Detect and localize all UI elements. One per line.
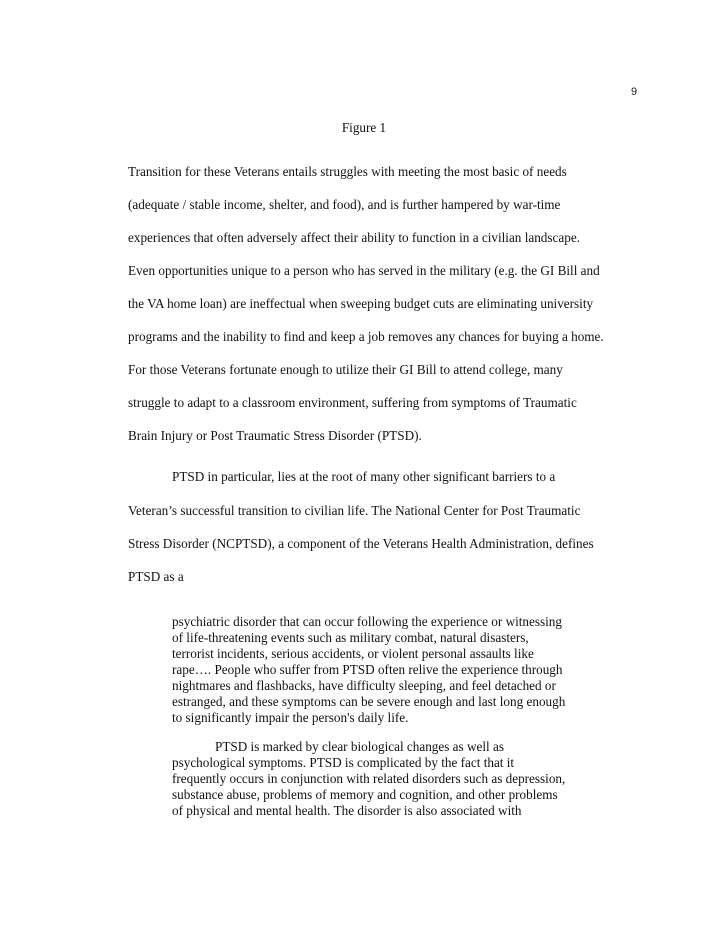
quote-line: rape…. People who suffer from PTSD often relive the experience through — [172, 662, 563, 677]
quote-line: PTSD is marked by clear biological changes as well as — [215, 739, 504, 754]
body-line: Even opportunities unique to a person who has served in the military (e.g. the GI Bill and — [128, 263, 600, 278]
quote-line: estranged, and these symptoms can be severe enough and last long enough — [172, 694, 566, 709]
body-line: PTSD as a — [128, 569, 184, 584]
body-line: Transition for these Veterans entails struggles with meeting the most basic of needs — [128, 164, 567, 179]
body-line: Brain Injury or Post Traumatic Stress Disorder (PTSD). — [128, 428, 422, 443]
body-line: Veteran’s successful transition to civilian life. The National Center for Post Traumatic — [128, 503, 581, 518]
body-line: struggle to adapt to a classroom environment, suffering from symptoms of Traumatic — [128, 395, 577, 410]
quote-line: nightmares and flashbacks, have difficulty sleeping, and feel detached or — [172, 678, 556, 693]
body-line: PTSD in particular, lies at the root of many other significant barriers to a — [172, 469, 556, 484]
quote-line: substance abuse, problems of memory and cognition, and other problems — [172, 787, 558, 802]
quote-line: to significantly impair the person's daily life. — [172, 710, 409, 725]
body-line: programs and the inability to find and keep a job removes any chances for buying a home. — [128, 329, 604, 344]
quote-line: psychiatric disorder that can occur following the experience or witnessing — [172, 614, 562, 629]
quote-line: of life-threatening events such as military combat, natural disasters, — [172, 630, 529, 645]
quote-line: terrorist incidents, serious accidents, or violent personal assaults like — [172, 646, 534, 661]
quote-line: frequently occurs in conjunction with related disorders such as depression, — [172, 771, 566, 786]
quote-line: psychological symptoms. PTSD is complicated by the fact that it — [172, 755, 515, 770]
page-number: 9 — [631, 86, 638, 98]
body-line: (adequate / stable income, shelter, and food), and is further hampered by war-time — [128, 197, 561, 212]
figure-caption: Figure 1 — [341, 120, 387, 135]
body-line: For those Veterans fortunate enough to utilize their GI Bill to attend college, many — [128, 362, 563, 377]
body-line: the VA home loan) are ineffectual when sweeping budget cuts are eliminating university — [128, 296, 594, 311]
body-line: experiences that often adversely affect their ability to function in a civilian landscape. — [128, 230, 580, 245]
body-line: Stress Disorder (NCPTSD), a component of the Veterans Health Administration, defines — [128, 536, 594, 551]
quote-line: of physical and mental health. The disorder is also associated with — [172, 803, 522, 818]
